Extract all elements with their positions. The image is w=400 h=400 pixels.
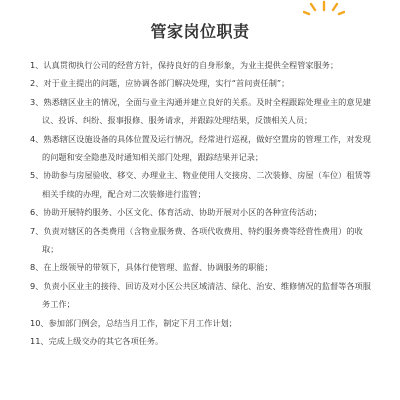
sun-rays-icon (303, 0, 345, 20)
list-item: 2、对于业主提出的问题，应协调各部门解决处理，实行“首问责任制”； (30, 78, 290, 89)
list-item: 3、熟悉辖区业主的情况，全面与业主沟通并建立良好的关系。及时全程跟踪处理业主的意见建议、投诉、纠纷、报事报修、服务请求，并跟踪处理结果，反馈相关人员； (30, 96, 371, 126)
page-title: 管家岗位职责 (150, 22, 250, 41)
list-item: 1、认真贯彻执行公司的经营方针，保持良好的自身形象，为业主提供全程管家服务； (30, 60, 339, 70)
duty-list (30, 56, 376, 351)
list-item: 6、协助开展特约服务、小区文化、体育活动、协助开展对小区的各种宣传活动； (30, 207, 322, 218)
list-item: 8、在上级领导的带领下，具体行使管理、监督、协调服务的职能； (30, 262, 273, 273)
list-item: 5、协助参与房屋验收、移交、办理业主、物业使用人交接房、二次装修、房屋（车位）租赁等相关手续的办理，配合对二次装修进行监管； (30, 170, 371, 199)
list-item: 9、负责小区业主的接待、回访及对小区公共区域清洁、绿化、治安、维修情况的监督等各项服务工作； (30, 280, 371, 310)
list-item: 11、完成上级交办的其它各项任务。 (30, 336, 164, 347)
list-item: 10、参加部门例会，总结当月工作，制定下月工作计划； (30, 317, 237, 328)
list-item: 4、熟悉辖区设施设备的具体位置及运行情况，经常进行巡视，做好空置房的管理工作，对发现的问题和安全隐患及时通知相关部门处理，跟踪结果并记录； (30, 133, 371, 163)
list-item: 7、负责对辖区的各类费用（含物业服务费、各项代收费用、特约服务费等经营性费用）的收取； (30, 225, 363, 255)
